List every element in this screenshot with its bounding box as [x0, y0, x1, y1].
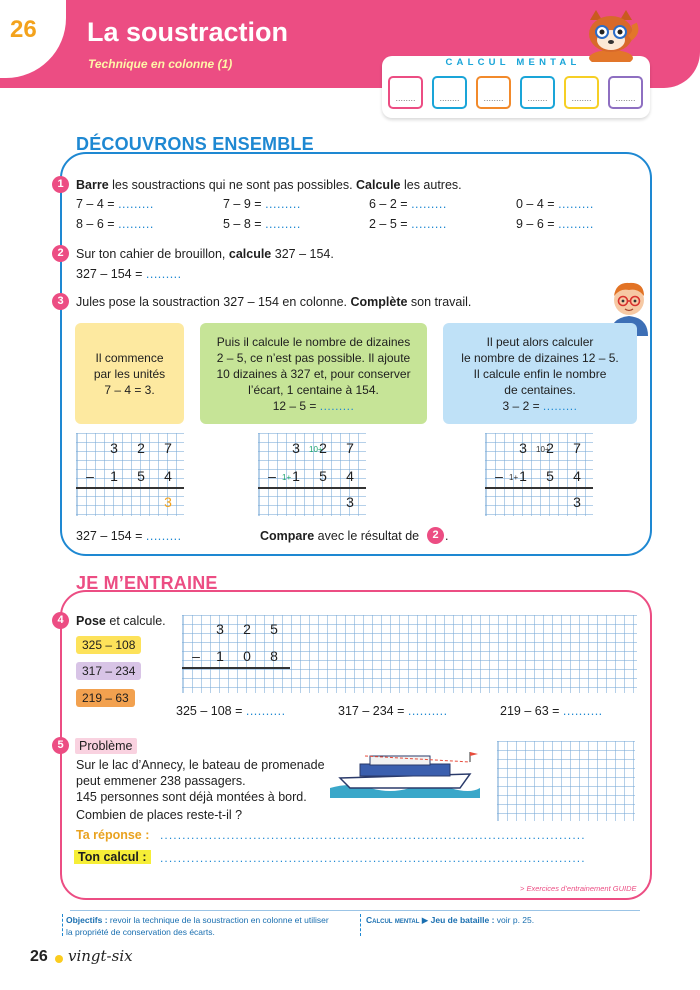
card-tens-line: [216, 382, 410, 398]
card-hundreds-line: [461, 398, 618, 414]
op2-bottom-digit: 4: [346, 468, 354, 484]
card-hundreds-text: 3 – 2 =: [502, 398, 540, 413]
card-tens-line: [216, 350, 410, 366]
card-tens-text: 10 dizaines à 327 et, pour conserver: [216, 366, 411, 381]
op3-top-digit: 3: [519, 440, 527, 456]
page-number: 26: [30, 948, 48, 965]
op1-top-digit: 7: [164, 440, 172, 456]
op2-bottom-digit: 5: [319, 468, 327, 484]
page-dot-icon: [55, 955, 63, 963]
card-tens-text: l’écart, 1 centaine à 154.: [248, 382, 379, 397]
practice-bottom-digit: –: [192, 648, 200, 664]
op2-top-digit: 7: [346, 440, 354, 456]
problem-line: Sur le lac d’Annecy, le bateau de promenade: [76, 758, 325, 772]
practice-top-digit: 3: [216, 621, 224, 637]
practice-top-digit: 5: [270, 621, 278, 637]
card-hundreds-text: de centaines.: [504, 382, 576, 397]
compare-ref-badge: 2: [427, 527, 444, 544]
op3-bottom-digit: 1: [519, 468, 527, 484]
exercise-3-instruction: Jules pose la soustraction 327 – 154 en colonne. Complète son travail.: [76, 295, 472, 309]
op2-carry-top: 10+: [309, 445, 323, 454]
mental-calc-box-6[interactable]: ........: [608, 76, 643, 109]
practice-answer-blank[interactable]: ..........: [245, 704, 286, 718]
red-panda-mascot-icon: [582, 8, 640, 62]
exercise-4-instruction: Pose et calcule.: [76, 614, 166, 628]
card-tens-line: [216, 398, 410, 414]
op1-rule: [76, 487, 184, 489]
op1-bottom-digit: 4: [164, 468, 172, 484]
exercise-2-instruction: Sur ton cahier de brouillon, calcule 327 – 154.: [76, 247, 334, 261]
exercise-2-badge: 2: [52, 245, 69, 262]
op2-top-digit: 3: [292, 440, 300, 456]
calc-label: Ton calcul :: [74, 850, 151, 864]
card-units-text: par les unités: [93, 366, 166, 381]
op1-bottom-digit: –: [86, 468, 94, 484]
footer-divider: [70, 910, 640, 911]
exercise-1-item: [76, 196, 154, 212]
op1-top-digit: 3: [110, 440, 118, 456]
practice-answer-blank[interactable]: ..........: [407, 704, 448, 718]
practice-bottom-digit: 0: [243, 648, 251, 664]
mental-calc-box-4[interactable]: ........: [520, 76, 555, 109]
practice-answer-expr: 219 – 63 =: [500, 704, 563, 718]
op2-bottom-digit: –: [268, 468, 276, 484]
compare-end: .: [445, 529, 449, 543]
practice-answer-line: [338, 703, 448, 719]
page-subtitle: Technique en colonne (1): [88, 57, 233, 71]
card-tens-text: 12 – 5 =: [272, 398, 317, 413]
exercise-1-expression: 7 – 4 =: [76, 197, 119, 211]
exercise-1-answer-blank[interactable]: .........: [265, 197, 301, 211]
op3-carry-top: 10+: [536, 445, 550, 454]
op3-bottom-digit: 4: [573, 468, 581, 484]
exercise-1-answer-blank[interactable]: .........: [265, 217, 301, 231]
exercise-1-item: [369, 216, 447, 232]
practice-answer-blank[interactable]: ..........: [562, 704, 603, 718]
exercise-4-badge: 4: [52, 612, 69, 629]
op3-bottom-digit: –: [495, 468, 503, 484]
exercise-1-expression: 5 – 8 =: [223, 217, 266, 231]
boat-illustration-icon: [330, 748, 480, 798]
exercise-1-expression: 0 – 4 =: [516, 197, 559, 211]
op2-carry-bottom: 1+: [282, 473, 292, 482]
problem-tag: Problème: [75, 738, 137, 754]
practice-rule: [182, 667, 290, 669]
card-tens-line: [216, 334, 410, 350]
card-hundreds-line: [461, 334, 618, 350]
card-hundreds-line: [461, 366, 618, 382]
exercise-1-instruction: Barre les soustractions qui ne sont pas possibles. Calcule les autres.: [76, 178, 462, 192]
card-hundreds-text: Il calcule enfin le nombre: [473, 366, 607, 381]
exercise-1-item: [223, 216, 301, 232]
op3-result-digit: 3: [573, 494, 581, 510]
exercise-1-badge: 1: [52, 176, 69, 193]
exercise-1-answer-blank[interactable]: .........: [558, 197, 594, 211]
answer-blank[interactable]: ................................................................................................: [160, 828, 586, 842]
op3-bottom-digit: 5: [546, 468, 554, 484]
footer-mental-calc: Calcul mental ▶ Jeu de bataille : voir p. 25.: [366, 915, 535, 925]
exercise-3-badge: 3: [52, 293, 69, 310]
exercise-1-answer-blank[interactable]: .........: [118, 197, 154, 211]
op2-result-digit: 3: [346, 494, 354, 510]
exercise-1-item: [369, 196, 447, 212]
problem-line: 145 personnes sont déjà montées à bord.: [76, 790, 307, 804]
op3-rule: [485, 487, 593, 489]
practice-bottom-digit: 8: [270, 648, 278, 664]
card-units-line: [94, 366, 165, 382]
op1-bottom-digit: 5: [137, 468, 145, 484]
page-title: La soustraction: [87, 17, 289, 47]
practice-answer-line: [176, 703, 286, 719]
footer-objectives: Objectifs : revoir la technique de la soustraction en colonne et utiliser la propriété de conservation des écarts.: [66, 915, 329, 937]
problem-grid[interactable]: [497, 741, 635, 821]
exercise-1-expression: 8 – 6 =: [76, 217, 119, 231]
practice-bottom-digit: 1: [216, 648, 224, 664]
footer-separator-left: [62, 914, 63, 936]
card-tens-text: 2 – 5, ce n’est pas possible. Il ajoute: [216, 350, 411, 365]
op3-top-digit: 7: [573, 440, 581, 456]
exercise-1-expression: 6 – 2 =: [369, 197, 412, 211]
card-tens-line: [216, 366, 410, 382]
exercise-1-item: [516, 216, 594, 232]
practice-answer-expr: 317 – 234 =: [338, 704, 408, 718]
operation-tag-3: 219 – 63: [76, 689, 135, 707]
page-number-word: vingt-six: [68, 947, 133, 965]
card-units-line: [94, 350, 165, 366]
exercise-1-item: [223, 196, 301, 212]
guide-link[interactable]: > Exercices d’entrainement GUIDE: [520, 884, 637, 893]
footer-separator-right: [360, 914, 361, 936]
op2-rule: [258, 487, 366, 489]
card-hundreds-line: [461, 350, 618, 366]
operation-tag-1: 325 – 108: [76, 636, 141, 654]
exercise-1-expression: 2 – 5 =: [369, 217, 412, 231]
step-card-tens: [200, 323, 427, 424]
op1-top-digit: 2: [137, 440, 145, 456]
practice-answer-expr: 325 – 108 =: [176, 704, 246, 718]
practice-section-title: JE M’ENTRAINE: [76, 573, 218, 593]
mental-calc-box-5[interactable]: ........: [564, 76, 599, 109]
operation-tag-2: 317 – 234: [76, 662, 141, 680]
card-hundreds-text: le nombre de dizaines 12 – 5.: [461, 350, 619, 365]
op3-carry-bottom: 1+: [509, 473, 519, 482]
op1-bottom-digit: 1: [110, 468, 118, 484]
calc-blank[interactable]: ................................................................................................: [160, 851, 586, 865]
mental-calc-box-3[interactable]: ........: [476, 76, 511, 109]
exercise-5-badge: 5: [52, 737, 69, 754]
mental-calc-box-1[interactable]: ........: [388, 76, 423, 109]
step-card-units: [75, 323, 184, 424]
op2-bottom-digit: 1: [292, 468, 300, 484]
lesson-number: 26: [10, 16, 37, 43]
problem-line: peut emmener 238 passagers.: [76, 774, 246, 788]
card-tens-text: Puis il calcule le nombre de dizaines: [216, 334, 411, 349]
exercise-1-item: [76, 216, 154, 232]
compare-instruction: Compare avec le résultat de: [260, 529, 420, 543]
step-card-hundreds: [443, 323, 637, 424]
exercise-1-answer-blank[interactable]: .........: [411, 197, 447, 211]
exercise-3-result-blank[interactable]: .........: [145, 529, 182, 543]
card-units-text: 7 – 4 = 3.: [104, 382, 155, 397]
exercise-1-expression: 9 – 6 =: [516, 217, 559, 231]
card-tens-blank[interactable]: .........: [319, 398, 355, 413]
exercise-1-answer-blank[interactable]: .........: [118, 217, 154, 231]
card-units-text: Il commence: [95, 350, 164, 365]
exercise-3-result-line: 327 – 154 = .........: [76, 529, 182, 543]
exercise-1-answer-blank[interactable]: .........: [558, 217, 594, 231]
discover-section-title: DÉCOUVRONS ENSEMBLE: [76, 134, 314, 154]
op3-top-digit: 2: [546, 440, 554, 456]
mental-calc-label: CALCUL MENTAL: [445, 57, 581, 68]
problem-line: Combien de places reste-t-il ?: [76, 808, 243, 822]
op2-top-digit: 2: [319, 440, 327, 456]
card-hundreds-text: Il peut alors calculer: [486, 334, 594, 349]
answer-label: Ta réponse :: [76, 828, 150, 842]
exercise-2-answer-line: 327 – 154 = .........: [76, 267, 182, 281]
op1-result-digit: 3: [164, 494, 172, 510]
practice-top-digit: 2: [243, 621, 251, 637]
exercise-1-expression: 7 – 9 =: [223, 197, 266, 211]
card-hundreds-line: [461, 382, 618, 398]
exercise-1-answer-blank[interactable]: .........: [411, 217, 447, 231]
card-units-line: [94, 382, 165, 398]
practice-answer-line: [500, 703, 603, 719]
exercise-2-answer-blank[interactable]: .........: [145, 267, 182, 281]
card-hundreds-blank[interactable]: .........: [542, 398, 578, 413]
exercise-1-item: [516, 196, 594, 212]
mental-calc-box-2[interactable]: ........: [432, 76, 467, 109]
